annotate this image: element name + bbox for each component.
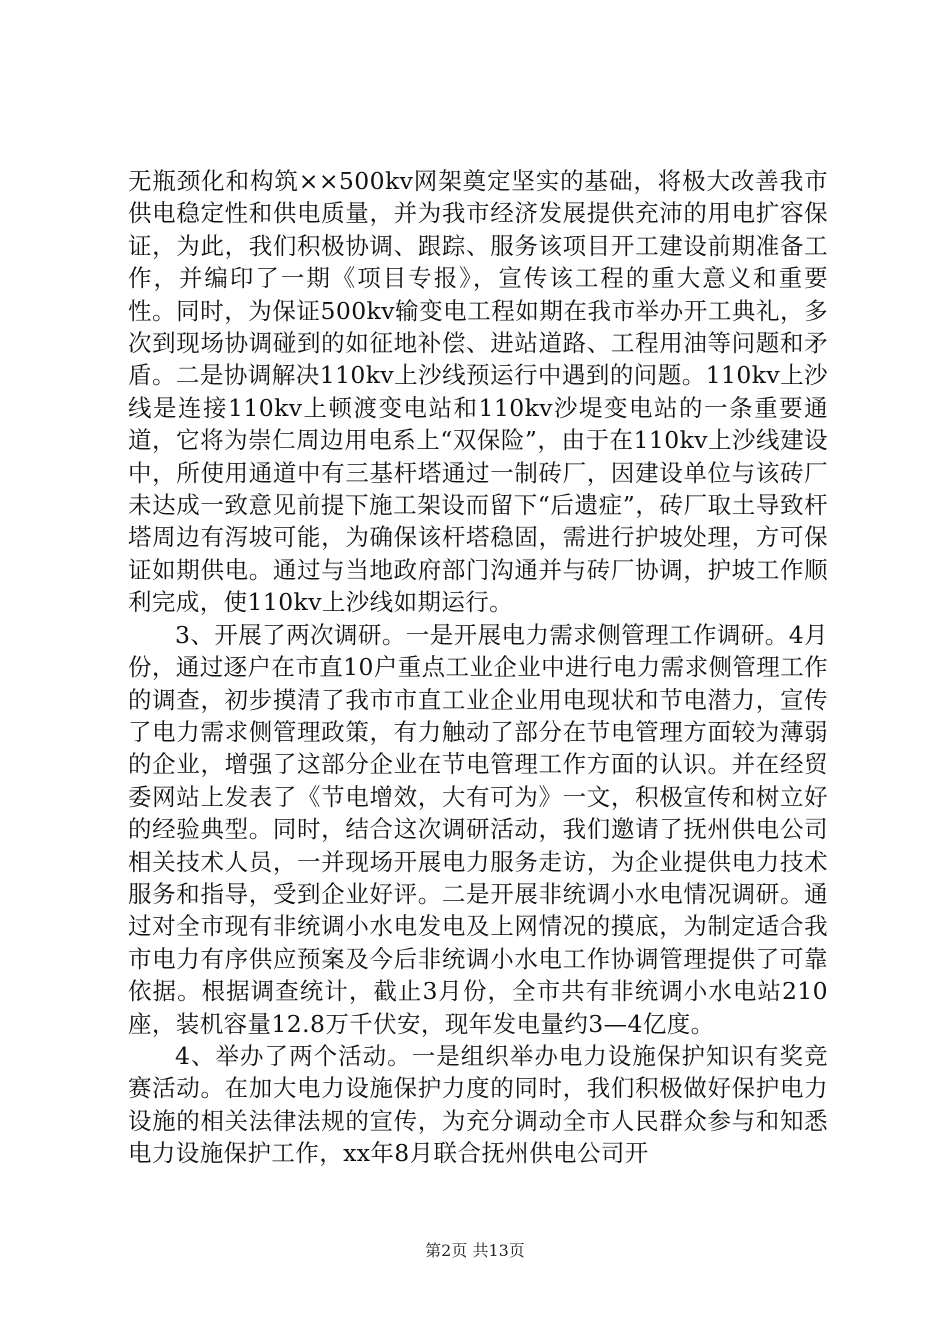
document-body xyxy=(128,165,828,1170)
paragraph-3: 4、举办了两个活动。一是组织举办电力设施保护知识有奖竞赛活动。在加大电力设施保护力度的同时，我们积极做好保护电力设施的相关法律法规的宣传，为充分调动全市人民群众参与和知悉电力设施保护工作，xx年8月联合抚州供电公司开 xyxy=(128,1041,828,1168)
paragraph-1: 无瓶颈化和构筑××500kv网架奠定坚实的基础，将极大改善我市供电稳定性和供电质量，并为我市经济发展提供充沛的用电扩容保证，为此，我们积极协调、跟踪、服务该项目开工建设前期准备工作，并编印了一期《项目专报》，宣传该工程的重大意义和重要性。同时，为保证500kv输变电工程如期在我市举办开工典礼，多次到现场协调碰到的如征地补偿、进站道路、工程用油等问题和矛盾。二是协调解决110kv上沙线预运行中遇到的问题。110kv上沙线是连接110kv上顿渡变电站和110kv沙堤变电站的一条重要通道，它将为崇仁周边用电系上“双保险”，由于在110kv上沙线建设中，所使用通道中有三基杆塔通过一制砖厂，因建设单位与该砖厂未达成一致意见前提下施工架设而留下“后遗症”，砖厂取土导致杆塔周边有泻坡可能，为确保该杆塔稳固，需进行护坡处理，方可保证如期供电。通过与当地政府部门沟通并与砖厂协调，护坡工作顺利完成，使110kv上沙线如期运行。 xyxy=(128,167,828,617)
page-number-footer: 第2页 共13页 xyxy=(425,1241,525,1260)
paragraph-2: 3、开展了两次调研。一是开展电力需求侧管理工作调研。4月份，通过逐户在市直10户重点工业企业中进行电力需求侧管理工作的调查，初步摸清了我市市直工业企业用电现状和节电潜力，宣传了电力需求侧管理政策，有力触动了部分在节电管理方面较为薄弱的企业，增强了这部分企业在节电管理工作方面的认识。并在经贸委网站上发表了《节电增效，大有可为》一文，积极宣传和树立好的经验典型。同时，结合这次调研活动，我们邀请了抚州供电公司相关技术人员，一并现场开展电力服务走访，为企业提供电力技术服务和指导，受到企业好评。二是开展非统调小水电情况调研。通过对全市现有非统调小水电发电及上网情况的摸底，为制定适合我市电力有序供应预案及今后非统调小水电工作协调管理提供了可靠依据。根据调查统计，截止3月份，全市共有非统调小水电站210座，装机容量12.8万千伏安，现年发电量约3—4亿度。 xyxy=(128,620,828,1038)
